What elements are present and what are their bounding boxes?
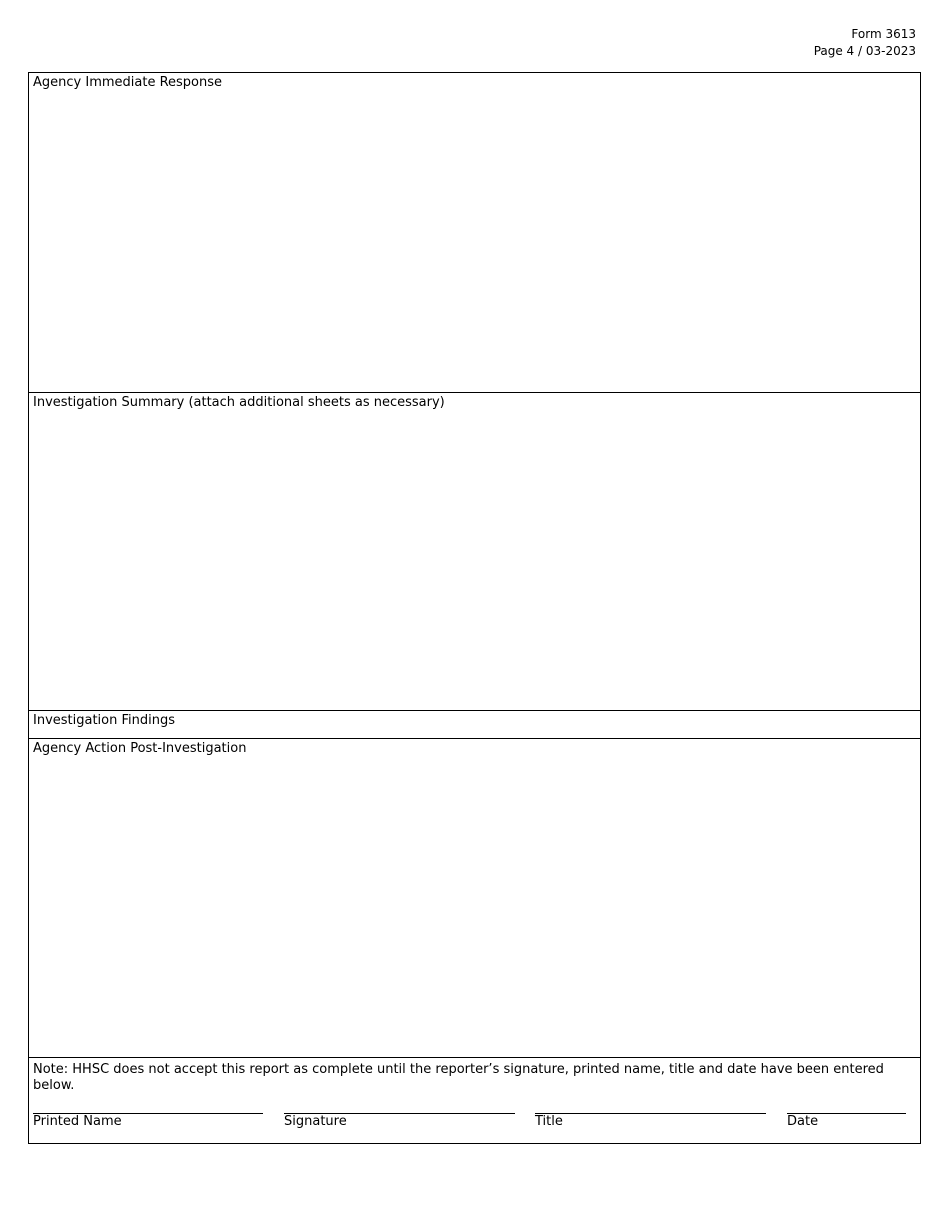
immediate-response-label: Agency Immediate Response: [33, 75, 223, 90]
investigation-findings-field[interactable]: [29, 710, 920, 738]
signature-block: [29, 1057, 920, 1143]
investigation-findings-label: Investigation Findings: [33, 713, 176, 728]
investigation-summary-label: Investigation Summary (attach additional sheets as necessary): [33, 395, 445, 410]
form-header: [814, 26, 916, 60]
title-field[interactable]: [535, 1113, 766, 1130]
title-label: Title: [535, 1114, 563, 1129]
signature-label: Signature: [284, 1114, 347, 1129]
date-label: Date: [787, 1114, 819, 1129]
date-field[interactable]: [787, 1113, 906, 1130]
signature-note: Note: HHSC does not accept this report as complete until the reporter’s signature, printed name, title and date have been entered below.: [33, 1062, 884, 1093]
immediate-response-field[interactable]: [29, 73, 920, 392]
post-investigation-field[interactable]: [29, 738, 920, 1057]
signature-field[interactable]: [284, 1113, 515, 1130]
report-form: [28, 72, 921, 1144]
page-info: Page 4 / 03-2023: [813, 44, 916, 58]
form-number: Form 3613: [851, 27, 916, 41]
printed-name-label: Printed Name: [33, 1114, 122, 1129]
post-investigation-label: Agency Action Post-Investigation: [33, 741, 247, 756]
investigation-summary-field[interactable]: [29, 392, 920, 710]
printed-name-field[interactable]: [33, 1113, 263, 1130]
